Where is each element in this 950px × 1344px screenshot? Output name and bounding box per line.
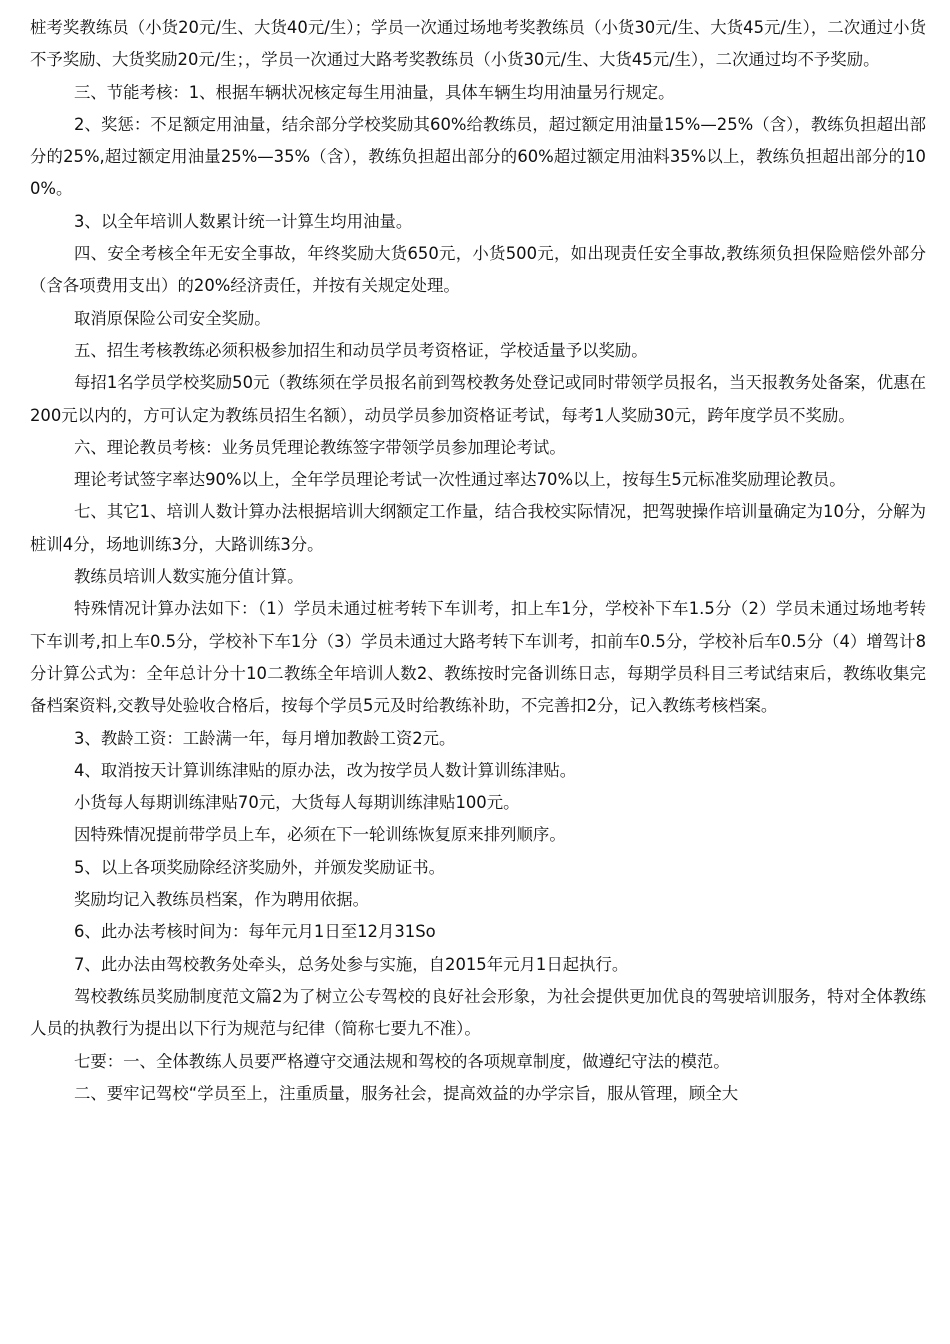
paragraph-4: 3、以全年培训人数累计统一计算生均用油量。	[74, 211, 413, 231]
paragraph-10: 理论考试签字率达90%以上，全年学员理论考试一次性通过率达70%以上，按每生5元标准奖励理论教员。	[74, 470, 846, 490]
paragraph-17: 因特殊情况提前带学员上车，必须在下一轮训练恢复原来排列顺序。	[74, 825, 566, 845]
paragraph-11: 七、其它1、培训人数计算办法根据培训大纲额定工作量，结合我校实际情况，把驾驶操作培训量确定为10分，分解为桩训4分，场地训练3分，大路训练3分。	[30, 502, 926, 554]
paragraph-5: 四、安全考核全年无安全事故，年终奖励大货650元，小货500元，如出现责任安全事故,教练须负担保险赔偿外部分（含各项费用支出）的20%经济责任，并按有关规定处理。	[30, 244, 926, 296]
paragraph-23: 七要：一、全体教练人员要严格遵守交通法规和驾校的各项规章制度，做遵纪守法的模范。	[74, 1051, 730, 1071]
paragraph-14: 3、教龄工资：工龄满一年，每月增加教龄工资2元。	[74, 728, 456, 748]
paragraph-22: 驾校教练员奖励制度范文篇2为了树立公专驾校的良好社会形象，为社会提供更加优良的驾驶培训服务，特对全体教练人员的执教行为提出以下行为规范与纪律（简称七要九不准）。	[30, 986, 926, 1039]
paragraph-6: 取消原保险公司安全奖励。	[74, 308, 271, 328]
paragraph-13: 特殊情况计算办法如下：（1）学员未通过桩考转下车训考，扣上车1分，学校补下车1.5分（2）学员未通过场地考转下车训考,扣上车0.5分，学校补下车1分（3）学员未通过大路考转下车训考，扣前车0.5分，学校补后车0.5分（4）增驾计8分计算公式为：全年总计分十10二教练全年培训人数2、教练按时完备训练日志，每期学员科目三考试结束后，教练收集完备档案资料,交教导处验收合格后，按每个学员5元及时给教练补助，不完善扣2分，记入教练考核档案。	[30, 599, 926, 716]
paragraph-2: 三、节能考核：1、根据车辆状况核定每生用油量，具体车辆生均用油量另行规定。	[74, 82, 675, 102]
paragraph-3: 2、奖惩：不足额定用油量，结余部分学校奖励其60%给教练员，超过额定用油量15%—25%（含），教练负担超出部分的25%,超过额定用油量25%—35%（含），教练负担超出部分的60%超过额定用油料35%以上，教练负担超出部分的100%。	[30, 114, 926, 199]
paragraph-16: 小货每人每期训练津贴70元，大货每人每期训练津贴100元。	[74, 793, 520, 813]
paragraph-20: 6、此办法考核时间为：每年元月1日至12月31So	[74, 922, 436, 942]
paragraph-1: 桩考奖教练员（小货20元/生、大货40元/生）；学员一次通过场地考奖教练员（小货30元/生、大货45元/生），二次通过小货不予奖励、大货奖励20元/生；，学员一次通过大路考奖教练员（小货30元/生、大货45元/生），二次通过均不予奖励。	[30, 18, 926, 70]
paragraph-15: 4、取消按天计算训练津贴的原办法，改为按学员人数计算训练津贴。	[74, 760, 577, 780]
paragraph-9: 六、理论教员考核：业务员凭理论教练签字带领学员参加理论考试。	[74, 437, 566, 457]
paragraph-7: 五、招生考核教练必须积极参加招生和动员学员考资格证，学校适量予以奖励。	[74, 340, 648, 360]
paragraph-18: 5、以上各项奖励除经济奖励外，并颁发奖励证书。	[74, 857, 446, 877]
paragraph-21: 7、此办法由驾校教务处牵头，总务处参与实施，自2015年元月1日起执行。	[74, 954, 629, 974]
paragraph-19: 奖励均记入教练员档案，作为聘用依据。	[74, 890, 370, 910]
paragraph-8: 每招1名学员学校奖励50元（教练须在学员报名前到驾校教务处登记或同时带领学员报名，当天报教务处备案，优惠在200元以内的，方可认定为教练员招生名额），动员学员参加资格证考试，每考1人奖励30元，跨年度学员不奖励。	[30, 373, 926, 425]
paragraph-24: 二、要牢记驾校“学员至上，注重质量，服务社会，提高效益的办学宗旨，服从管理，顾全大	[74, 1083, 739, 1103]
paragraph-12: 教练员培训人数实施分值计算。	[74, 567, 304, 587]
